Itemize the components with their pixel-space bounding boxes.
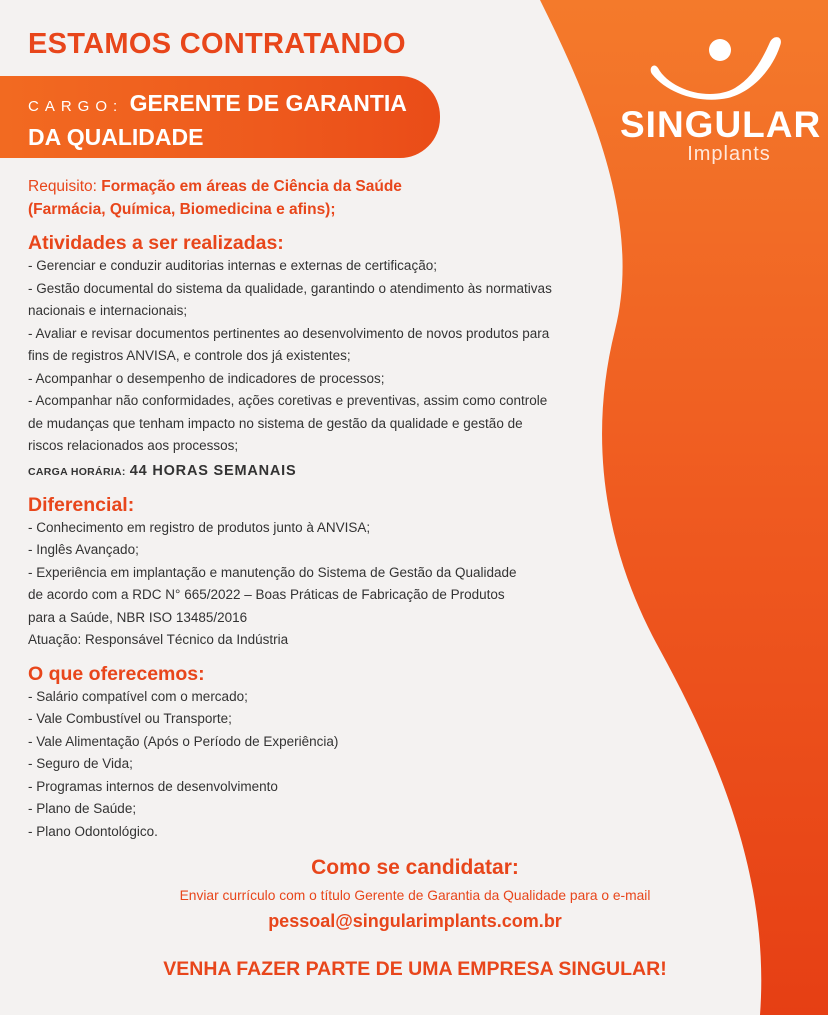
list-item: Atuação: Responsável Técnico da Indústria bbox=[28, 632, 289, 647]
list-item: - Inglês Avançado; bbox=[28, 542, 139, 557]
diferencial-list bbox=[28, 517, 598, 652]
list-item: - Plano Odontológico. bbox=[28, 823, 158, 839]
cargo-value: GERENTE DE GARANTIA DA QUALIDADE bbox=[28, 90, 407, 150]
atividades-list bbox=[28, 255, 598, 458]
list-item: - Seguro de Vida; bbox=[28, 756, 133, 771]
oferecemos-list bbox=[28, 686, 598, 844]
list-item: - Conhecimento em registro de produtos junto à ANVISA; bbox=[28, 519, 371, 535]
requisito-block bbox=[28, 175, 598, 221]
oferecemos-heading: O que oferecemos: bbox=[28, 662, 205, 685]
requisito-line-1: Formação em áreas de Ciência da Saúde bbox=[101, 178, 402, 195]
candidatar-text: Enviar currículo com o título Gerente de Garantia da Qualidade para o e-mail bbox=[179, 888, 651, 903]
list-item: - Experiência em implantação e manutenção do Sistema de Gestão da Qualidade bbox=[28, 564, 517, 580]
requisito-line-2: (Farmácia, Química, Biomedicina e afins); bbox=[28, 201, 336, 218]
logo-figure-icon bbox=[640, 30, 790, 100]
page-title: ESTAMOS CONTRATANDO bbox=[28, 28, 406, 60]
list-item: para a Saúde, NBR ISO 13485/2016 bbox=[28, 609, 248, 625]
list-item: - Programas internos de desenvolvimento bbox=[28, 778, 278, 794]
singular-logo bbox=[620, 30, 822, 165]
list-item: fins de registros ANVISA, e controle dos já existentes; bbox=[28, 348, 351, 363]
slogan: VENHA FAZER PARTE DE UMA EMPRESA SINGULAR! bbox=[163, 958, 667, 980]
job-description bbox=[28, 175, 598, 843]
diferencial-heading: Diferencial: bbox=[28, 493, 135, 516]
list-item: riscos relacionados aos processos; bbox=[28, 438, 239, 453]
list-item: de acordo com a RDC N° 665/2022 – Boas Práticas de Fabricação de Produtos bbox=[28, 587, 505, 602]
list-item: - Gestão documental do sistema da qualidade, garantindo o atendimento às normativas bbox=[28, 280, 552, 296]
brand-tagline: Implants bbox=[687, 143, 771, 165]
list-item: - Acompanhar o desempenho de indicadores de processos; bbox=[28, 370, 385, 386]
cargo-text bbox=[28, 88, 428, 152]
carga-value: 44 HORAS SEMANAIS bbox=[129, 462, 297, 479]
list-item: de mudanças que tenham impacto no sistema de gestão da qualidade e gestão de bbox=[28, 415, 523, 431]
candidatar-heading: Como se candidatar: bbox=[311, 856, 519, 879]
atividades-heading: Atividades a ser realizadas: bbox=[28, 232, 284, 254]
carga-label: CARGA HORÁRIA: bbox=[28, 465, 126, 478]
list-item: - Acompanhar não conformidades, ações coretivas e preventivas, assim como controle bbox=[28, 393, 548, 408]
brand-name: SINGULAR bbox=[620, 104, 822, 145]
list-item: - Avaliar e revisar documentos pertinentes ao desenvolvimento de novos produtos para bbox=[28, 325, 550, 341]
contact-email-link[interactable]: pessoal@singularimplants.com.br bbox=[268, 911, 562, 931]
carga-horaria bbox=[28, 460, 598, 483]
cargo-label: CARGO: bbox=[28, 98, 124, 115]
list-item: - Plano de Saúde; bbox=[28, 801, 137, 816]
list-item: - Vale Alimentação (Após o Período de Experiência) bbox=[28, 733, 339, 749]
list-item: nacionais e internacionais; bbox=[28, 303, 188, 318]
list-item: - Salário compatível com o mercado; bbox=[28, 688, 248, 704]
requisito-label: Requisito: bbox=[28, 178, 97, 195]
list-item: - Gerenciar e conduzir auditorias internas e externas de certificação; bbox=[28, 258, 437, 273]
list-item: - Vale Combustível ou Transporte; bbox=[28, 711, 232, 726]
